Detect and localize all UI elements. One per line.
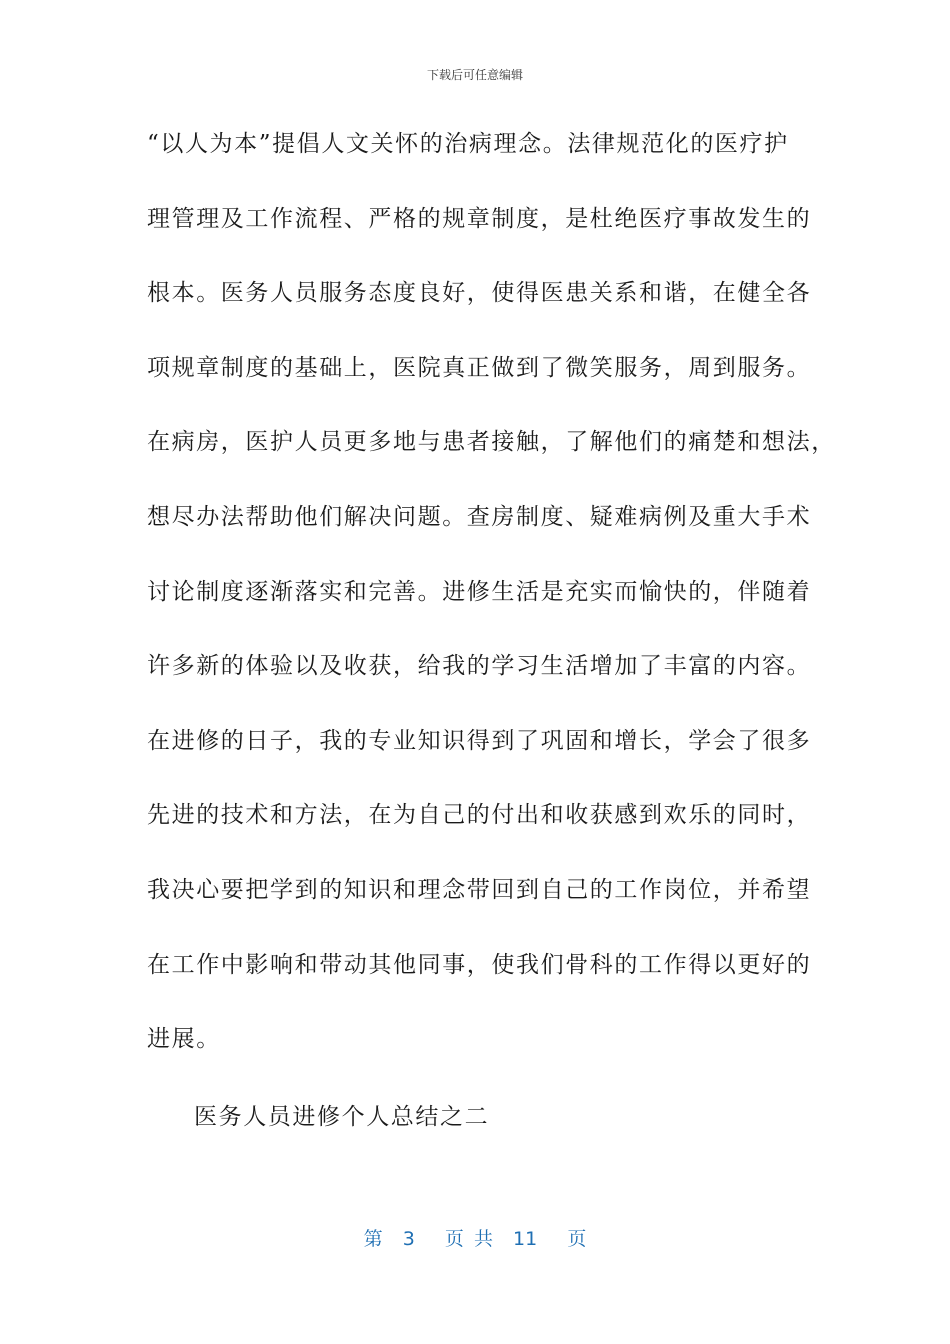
paragraph-line: 理管理及工作流程、严格的规章制度，是杜绝医疗事故发生的 [147, 205, 812, 232]
paragraph-line: 许多新的体验以及收获，给我的学习生活增加了丰富的内容。 [147, 653, 812, 680]
section-subheading: 医务人员进修个人总结之二 [194, 1104, 490, 1130]
paragraph-line: “以人为本”提倡人文关怀的治病理念。法律规范化的医疗护 [147, 131, 789, 157]
paragraph-line: 在工作中影响和带动其他同事，使我们骨科的工作得以更好的 [147, 951, 812, 978]
paragraph-line: 我决心要把学到的知识和理念带回到自己的工作岗位，并希望 [147, 876, 812, 903]
paragraph-line: 进展。 [147, 1026, 221, 1053]
body-paragraph [147, 122, 836, 1092]
paragraph-line: 先进的技术和方法，在为自己的付出和收获感到欢乐的同时， [147, 802, 812, 829]
page-header: 下载后可任意编辑 [426, 68, 523, 82]
paragraph-line: 项规章制度的基础上，医院真正做到了微笑服务，周到服务。 [147, 354, 812, 381]
paragraph-line: 在进修的日子，我的专业知识得到了巩固和增长，学会了很多 [147, 727, 812, 754]
page-number-footer: 第 3 页 共 11 页 [363, 1228, 587, 1250]
paragraph-line: 根本。医务人员服务态度良好，使得医患关系和谐，在健全各 [147, 280, 812, 307]
paragraph-line: 在病房，医护人员更多地与患者接触，了解他们的痛楚和想法， [147, 429, 836, 456]
paragraph-line: 想尽办法帮助他们解决问题。查房制度、疑难病例及重大手术 [147, 503, 812, 530]
paragraph-line: 讨论制度逐渐落实和完善。进修生活是充实而愉快的，伴随着 [147, 578, 812, 605]
